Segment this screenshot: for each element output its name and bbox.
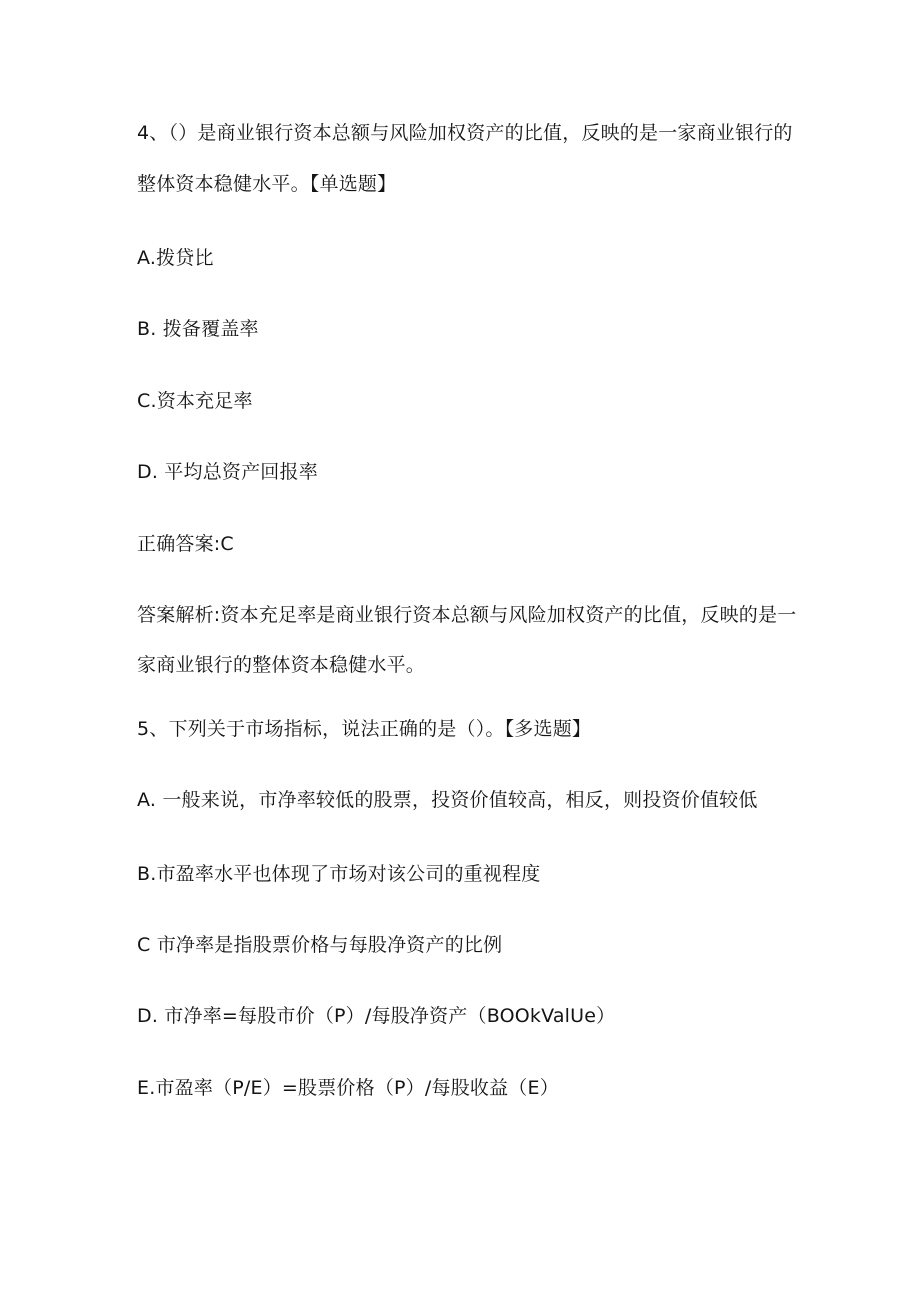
q5-option-b: B.市盈率水平也体现了市场对该公司的重视程度 (137, 863, 541, 885)
q4-stem-line-1: 4、（）是商业银行资本总额与风险加权资产的比值，反映的是一家商业银行的 (137, 122, 793, 144)
q5-stem: 5、下列关于市场指标，说法正确的是（）。【多选题】 (137, 718, 592, 740)
q4-option-b: B. 拨备覆盖率 (137, 318, 259, 340)
q4-answer: 正确答案:C (137, 533, 234, 555)
q4-option-d: D. 平均总资产回报率 (137, 461, 318, 483)
q4-explanation-line-1: 答案解析:资本充足率是商业银行资本总额与风险加权资产的比值，反映的是一 (137, 604, 797, 626)
q4-option-a: A.拨贷比 (137, 247, 214, 269)
q5-option-d: D. 市净率=每股市价（P）/每股净资产（BOOkValUe） (137, 1005, 616, 1027)
q5-option-e: E.市盈率（P/E）=股票价格（P）/每股收益（E） (137, 1077, 559, 1099)
q4-option-c: C.资本充足率 (137, 390, 253, 412)
q4-stem-line-2: 整体资本稳健水平。【单选题】 (137, 173, 397, 195)
q5-option-a: A. 一般来说，市净率较低的股票，投资价值较高，相反，则投资价值较低 (137, 789, 758, 811)
q5-option-c: C 市净率是指股票价格与每股净资产的比例 (137, 934, 503, 956)
q4-explanation-line-2: 家商业银行的整体资本稳健水平。 (137, 654, 426, 676)
